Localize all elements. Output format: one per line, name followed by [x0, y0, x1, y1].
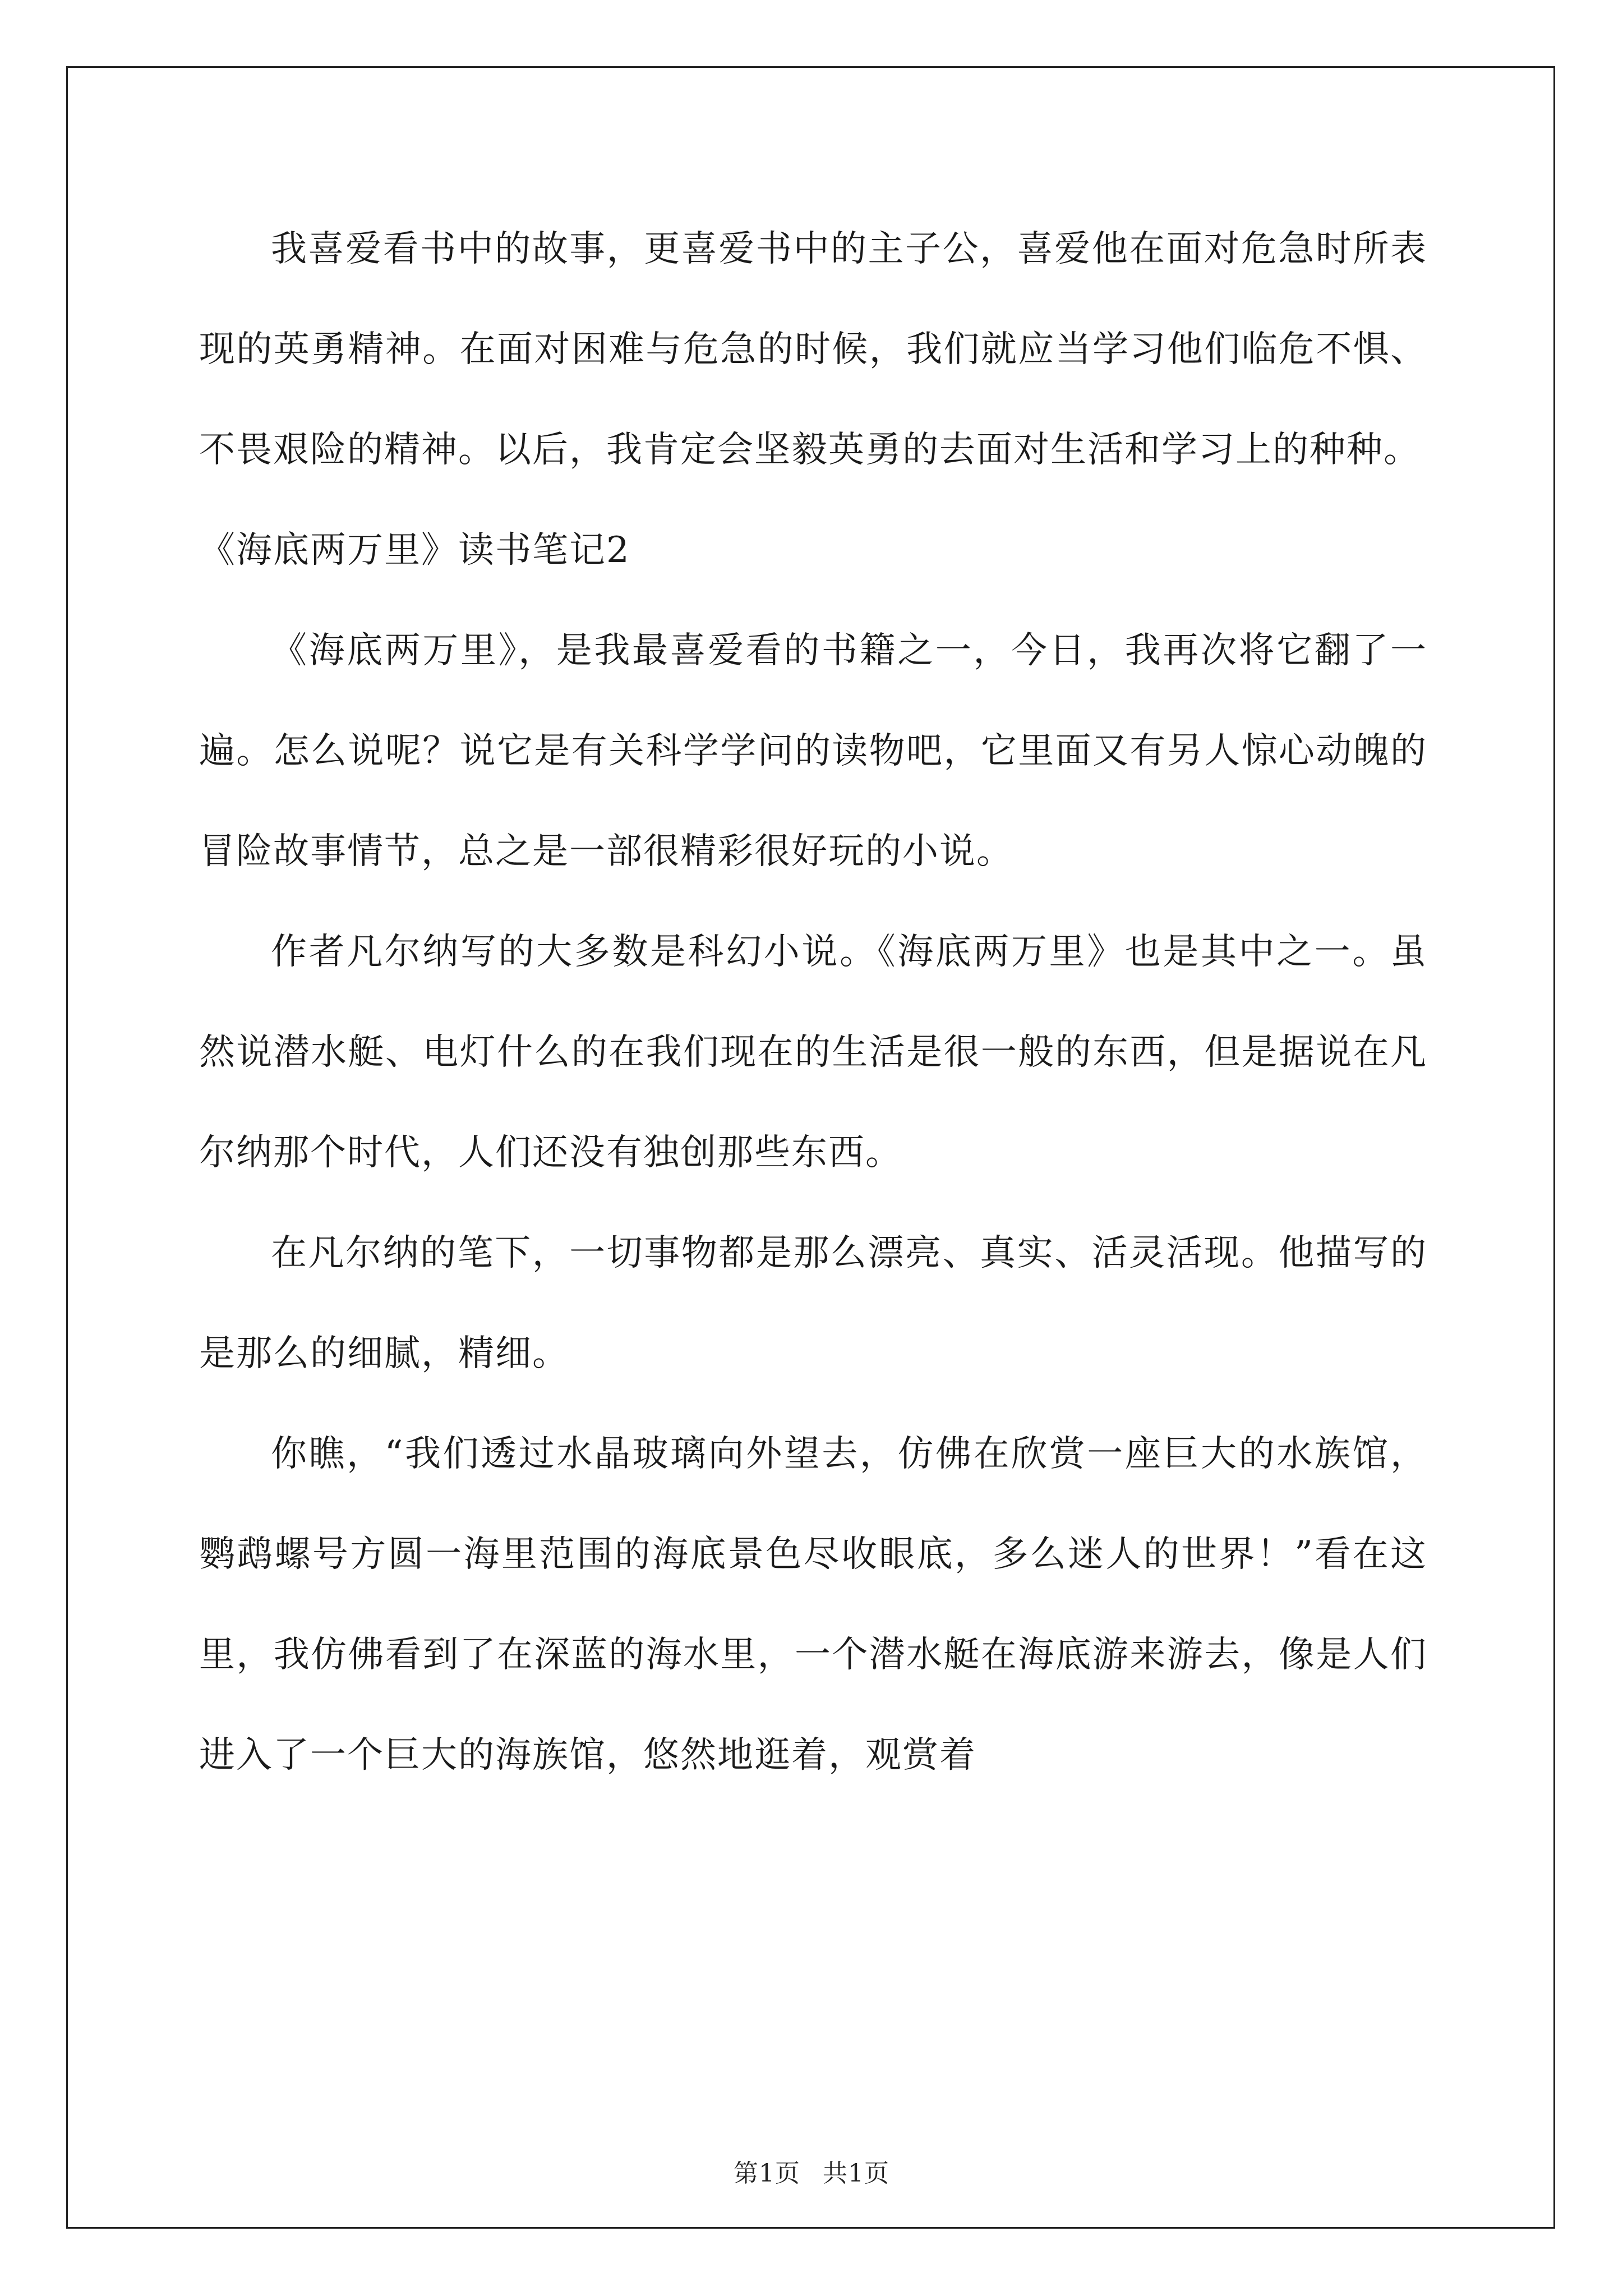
- paragraph-4: 在凡尔纳的笔下，一切事物都是那么漂亮、真实、活灵活现。他描写的是那么的细腻，精细。: [199, 1232, 1427, 1374]
- paragraph-2: 《海底两万里》，是我最喜爱看的书籍之一，今日，我再次将它翻了一遍。怎么说呢？说它是有关科学学问的读物吧，它里面又有另人惊心动魄的冒险故事情节，总之是一部很精彩很好玩的小说。: [199, 630, 1427, 872]
- page-footer: [0, 2157, 1623, 2191]
- paragraph-1: 我喜爱看书中的故事，更喜爱书中的主子公，喜爱他在面对危急时所表现的英勇精神。在面对困难与危急的时候，我们就应当学习他们临危不惧、不畏艰险的精神。以后，我肯定会坚毅英勇的去面对生活和学习上的种种。: [199, 228, 1427, 471]
- section-heading: 《海底两万里》读书笔记2: [199, 530, 630, 571]
- paragraph-3: 作者凡尔纳写的大多数是科幻小说。《海底两万里》也是其中之一。虽然说潜水艇、电灯什么的在我们现在的生活是很一般的东西，但是据说在凡尔纳那个时代，人们还没有独创那些东西。: [199, 931, 1427, 1174]
- document-body: [199, 199, 1427, 1806]
- paragraph-5: 你瞧，“我们透过水晶玻璃向外望去，仿佛在欣赏一座巨大的水族馆，鹦鹉螺号方圆一海里范围的海底景色尽收眼底，多么迷人的世界！”看在这里，我仿佛看到了在深蓝的海水里，一个潜水艇在海底游来游去，像是人们进入了一个巨大的海族馆，悠然地逛着，观赏着: [199, 1433, 1427, 1776]
- page-total: 共1页: [823, 2159, 889, 2188]
- page-number: 第1页: [734, 2159, 800, 2188]
